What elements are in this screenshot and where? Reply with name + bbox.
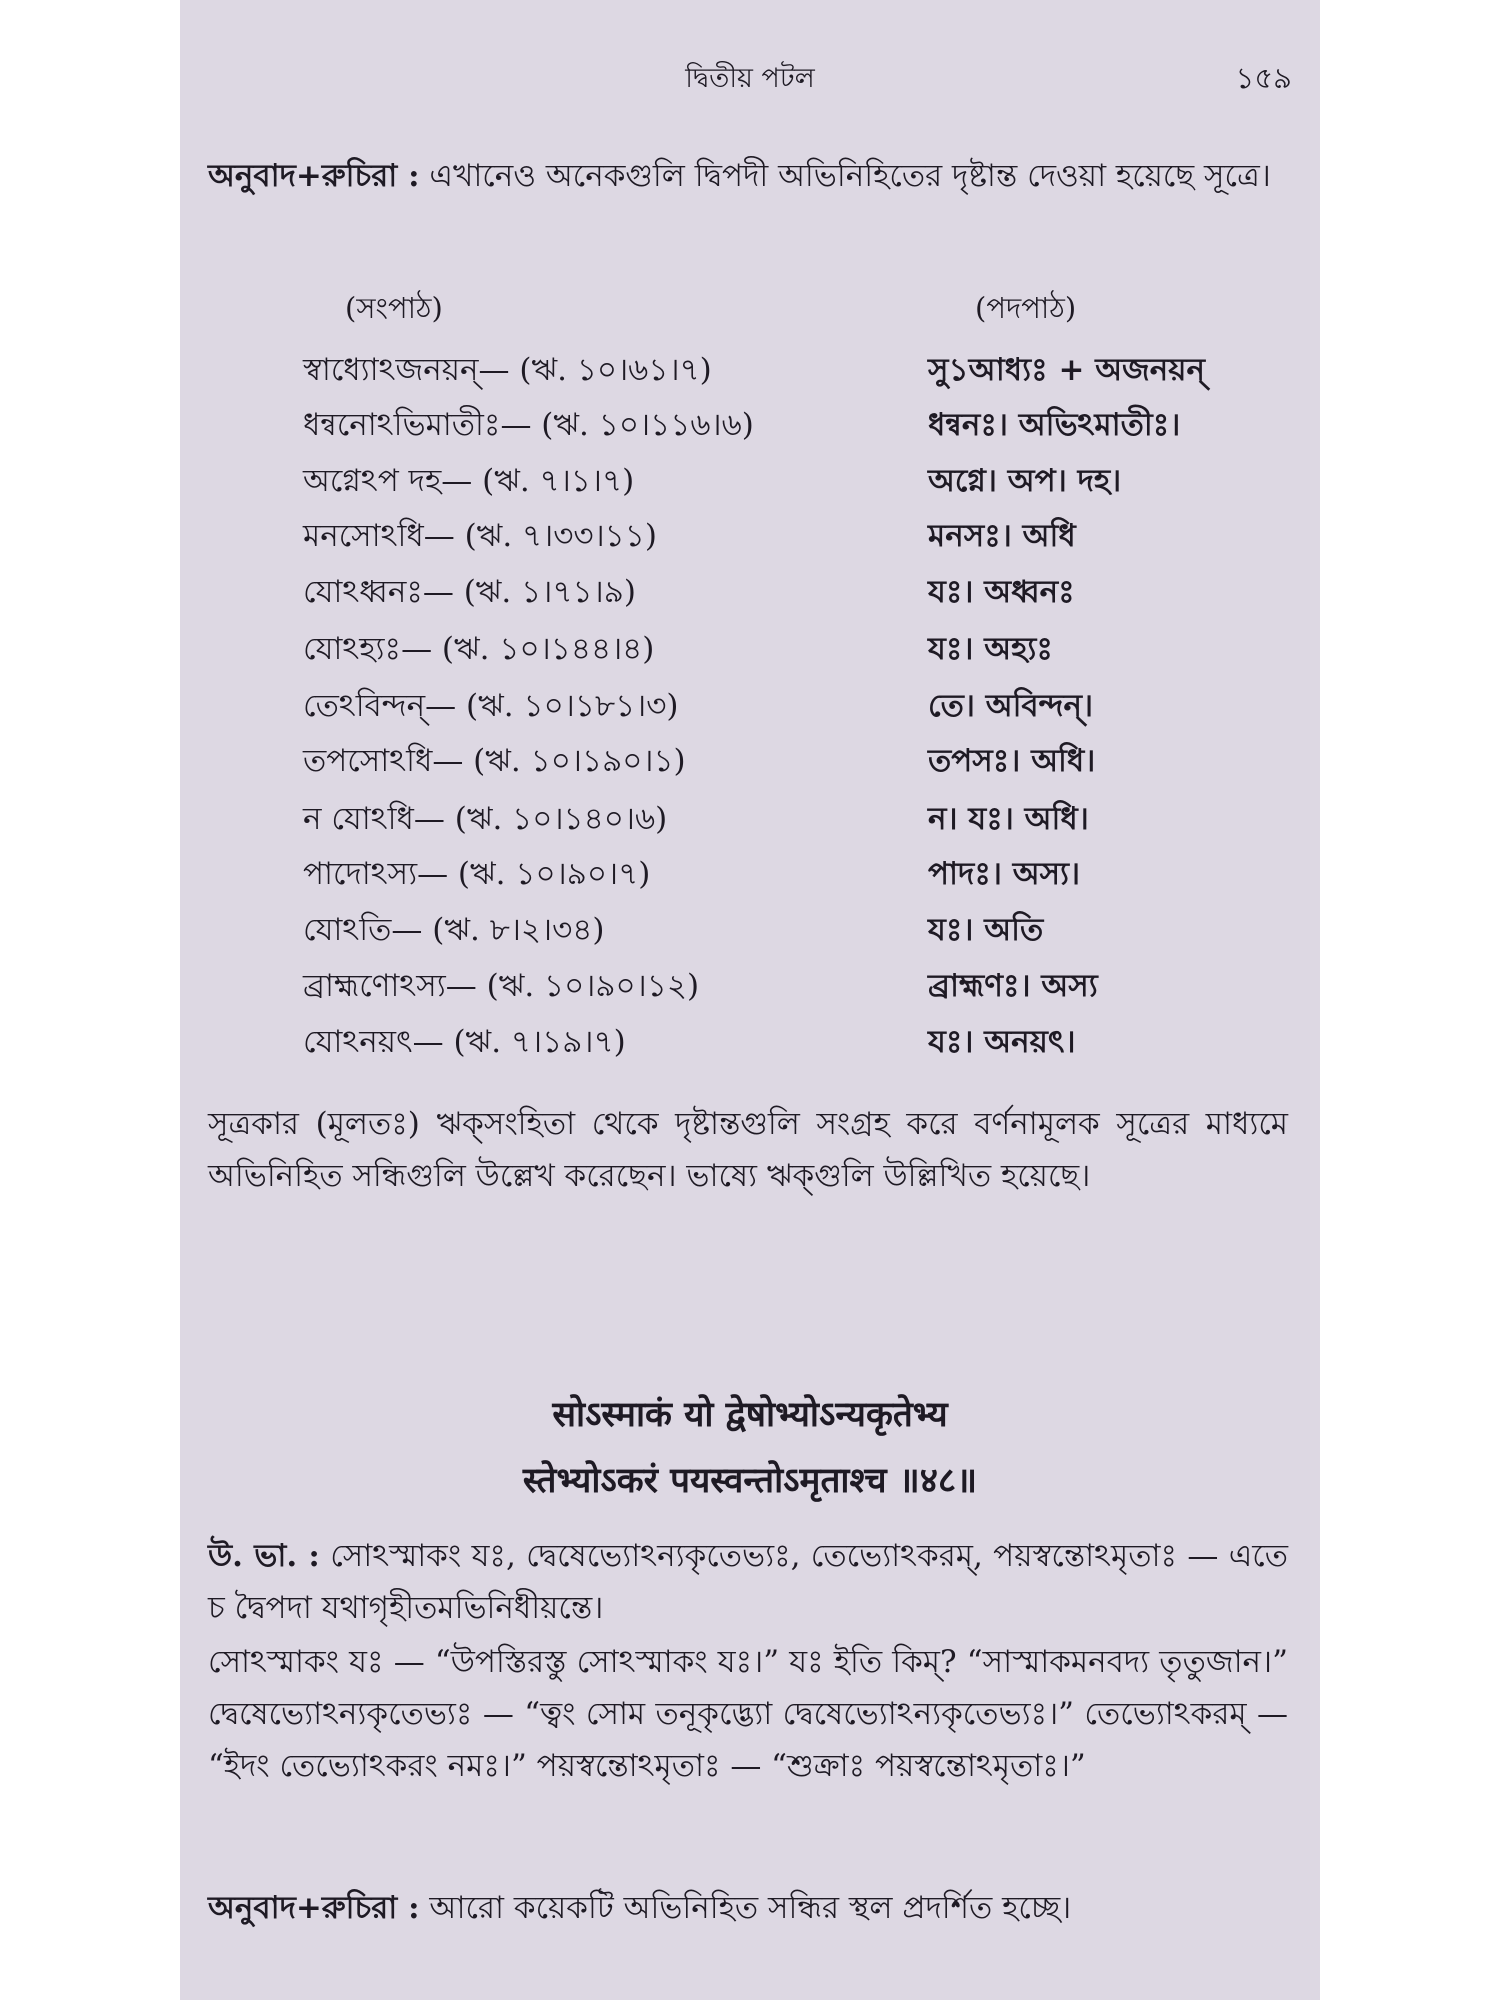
pada-row-3: অগ্নে। অপ। দহ।: [928, 463, 1122, 499]
summary-paragraph: সূত্রকার (মূলতঃ) ঋক্‌সংহিতা থেকে দৃষ্টান্তগুলি সংগ্রহ করে বর্ণনামূলক সূত্রের মাধ্যমে অভিনিহিত সন্ধিগুলি উল্লেখ করেছেন। ভাষ্যে ঋক্‌গুলি উল্লিখিত হয়েছে।: [208, 1106, 1288, 1194]
commentary-paragraph-1: [208, 1530, 1288, 1634]
pada-row-4: মনসঃ। অধি: [928, 518, 1076, 554]
samhita-row-13: যোঽনয়ৎ— (ঋ. ৭।১৯।৭): [303, 1024, 626, 1060]
verse-line-1: सोऽस्माकं यो द्वेषोभ्योऽन्यकृतेभ्य: [552, 1394, 948, 1435]
samhita-row-2: ধন্বনোঽভিমাতীঃ— (ঋ. ১০।১১৬।৬): [303, 407, 754, 443]
samhita-row-5: যোঽধ্বনঃ— (ঋ. ১।৭১।৯): [303, 574, 636, 610]
pada-row-12: ব্রাহ্মণঃ। অস্য: [928, 968, 1098, 1004]
samhita-column-heading: (সংপাঠ): [345, 291, 443, 325]
running-header-title: দ্বিতীয় পটল: [685, 63, 815, 94]
pada-row-9: ন। যঃ। অধি।: [928, 801, 1089, 837]
verse-line-2: स्तेभ्योऽकरं पयस्वन्तोऽमृताश्च ॥४८॥: [522, 1460, 978, 1501]
samhita-row-4: মনসোঽধি— (ঋ. ৭।৩৩।১১): [303, 518, 657, 554]
samhita-row-8: তপসোঽধি— (ঋ. ১০।১৯০।১): [303, 743, 686, 779]
intro-paragraph: [208, 150, 1288, 202]
commentary-label: উ. ভা. :: [208, 1538, 320, 1574]
samhita-row-9: ন যোঽধি— (ঋ. ১০।১৪০।৬): [303, 801, 668, 837]
pada-column-heading: (পদপাঠ): [975, 291, 1077, 325]
samhita-row-11: যোঽতি— (ঋ. ৮।২।৩৪): [303, 912, 605, 948]
pada-row-8: তপসঃ। অধি।: [928, 743, 1096, 779]
samhita-row-3: অগ্নেঽপ দহ— (ঋ. ৭।১।৭): [303, 463, 635, 499]
commentary-text-1: সোঽস্মাকং যঃ, দ্বেষেভ্যোঽন্যকৃতেভ্যঃ, তেভ্যোঽকরম্, পয়স্বন্তোঽমৃতাঃ — এতে চ দ্বৈপদা যথাগৃহীতমভিনিধীয়ন্তে।: [208, 1538, 1288, 1626]
samhita-row-1: স্বাধ্যোঽজনয়ন্— (ঋ. ১০।৬১।৭): [303, 352, 712, 388]
commentary-paragraph-2: সোঽস্মাকং যঃ — “উপস্তিরস্তু সোঽস্মাকং যঃ।” যঃ ইতি কিম্? “সাস্মাকমনবদ্য তৃতুজান।” দ্বেষেভ্যোঽন্যকৃতেভ্যঃ — “ত্বং সোম তনূকৃদ্ভ্যো দ্বেষেভ্যোঽন্যকৃতেভ্যঃ।” তেভ্যোঽকরম্ — “ইদং তেভ্যোঽকরং নমঃ।” পয়স্বন্তোঽমৃতাঃ — “শুক্রাঃ পয়স্বন্তোঽমৃতাঃ।”: [208, 1644, 1288, 1784]
pada-row-13: যঃ। অনয়ৎ।: [928, 1024, 1076, 1060]
samhita-row-6: যোঽহ্যঃ— (ঋ. ১০।১৪৪।৪): [303, 631, 655, 667]
pada-row-5: যঃ। অধ্বনঃ: [928, 574, 1075, 610]
pada-row-11: যঃ। অতি: [928, 912, 1044, 948]
pada-row-7: তে। অবিন্দন্।: [928, 688, 1094, 724]
closing-paragraph: [208, 1882, 1288, 1934]
pada-row-6: যঃ। অহ্যঃ: [928, 631, 1053, 667]
intro-label: অনুবাদ+রুচিরা :: [208, 158, 420, 194]
pada-row-2: ধন্বনঃ। অভিঽমাতীঃ।: [928, 407, 1181, 443]
book-page: [180, 0, 1320, 2000]
pada-row-10: পাদঃ। অস্য।: [928, 856, 1081, 892]
closing-label: অনুবাদ+রুচিরা :: [208, 1890, 420, 1926]
closing-text: আরো কয়েকটি অভিনিহিত সন্ধির স্থল প্রদর্শিত হচ্ছে।: [429, 1890, 1072, 1926]
page-number: ১৫৯: [1235, 61, 1292, 95]
samhita-row-10: পাদোঽস্য— (ঋ. ১০।৯০।৭): [303, 856, 651, 892]
pada-row-1: সু১আধ্যঃ + অজনয়ন্: [928, 352, 1206, 388]
intro-text: এখানেও অনেকগুলি দ্বিপদী অভিনিহিতের দৃষ্টান্ত দেওয়া হয়েছে সূত্রে।: [429, 158, 1271, 194]
samhita-row-12: ব্রাহ্মণোঽস্য— (ঋ. ১০।৯০।১২): [303, 968, 700, 1004]
samhita-row-7: তেঽবিন্দন্— (ঋ. ১০।১৮১।৩): [303, 688, 679, 724]
